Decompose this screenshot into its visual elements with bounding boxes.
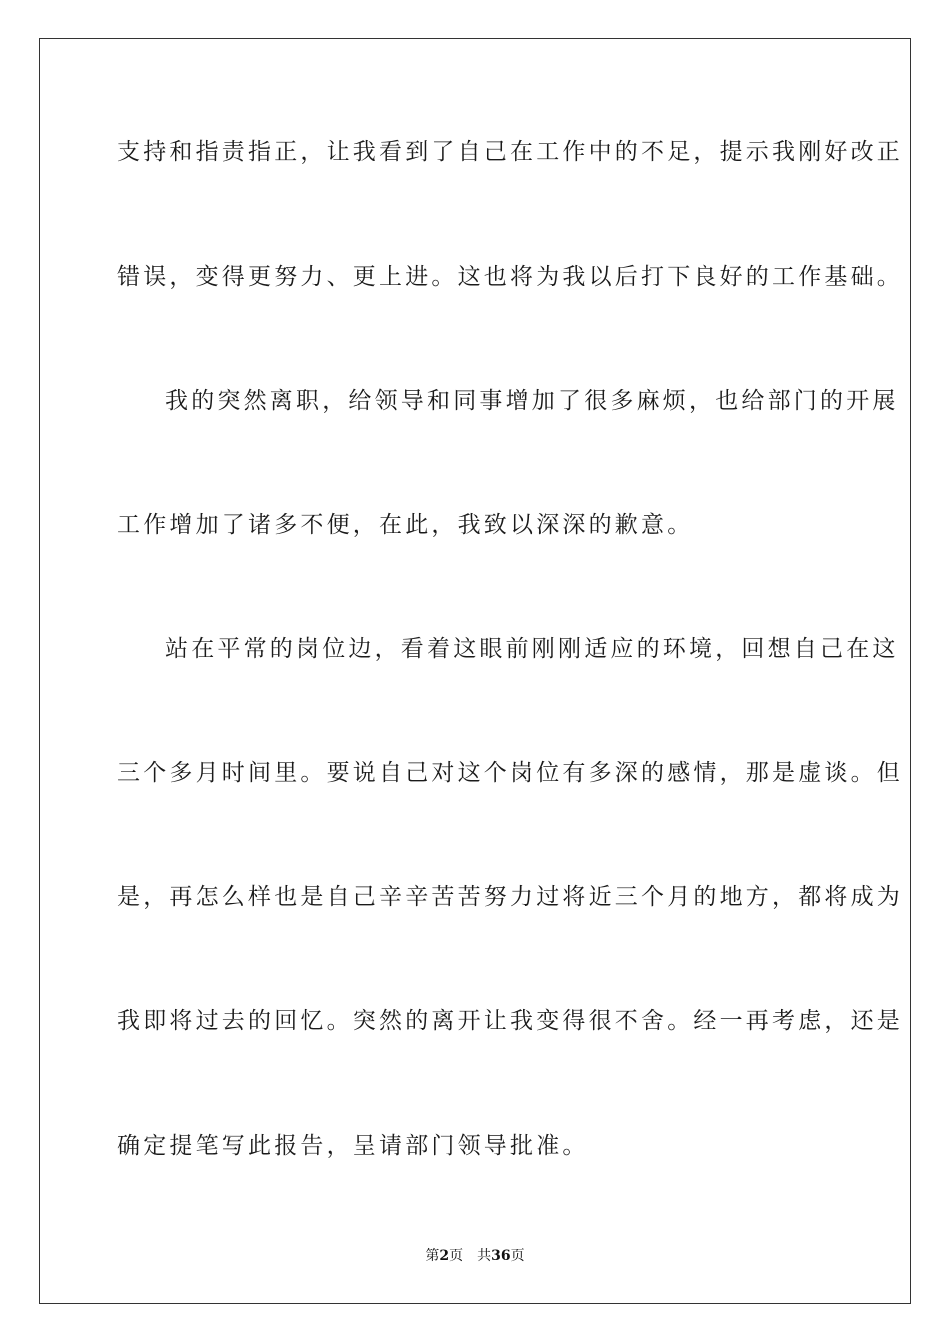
body-line-4: 工作增加了诸多不便，在此，我致以深深的歉意。: [117, 512, 694, 538]
body-line-6: 三个多月时间里。要说自己对这个岗位有多深的感情，那是虚谈。但: [117, 760, 903, 786]
body-line-2: 错误，变得更努力、更上进。这也将为我以后打下良好的工作基础。: [117, 264, 903, 290]
body-line-5: 站在平常的岗位边，看着这眼前刚刚适应的环境，回想自己在这: [165, 636, 899, 662]
body-line-3: 我的突然离职，给领导和同事增加了很多麻烦，也给部门的开展: [165, 388, 899, 414]
body-line-1: 支持和指责指正，让我看到了自己在工作中的不足，提示我刚好改正: [117, 139, 903, 165]
page-suffix: 页: [449, 1248, 464, 1264]
total-pages: 36: [491, 1248, 511, 1264]
body-line-8: 我即将过去的回忆。突然的离开让我变得很不舍。经一再考虑，还是: [117, 1008, 903, 1034]
body-line-9: 确定提笔写此报告，呈请部门领导批准。: [117, 1133, 589, 1159]
total-prefix: 共: [477, 1248, 492, 1264]
total-suffix: 页: [510, 1248, 525, 1264]
body-line-7: 是，再怎么样也是自己辛辛苦苦努力过将近三个月的地方，都将成为: [117, 884, 903, 910]
page-number: 2: [439, 1248, 450, 1264]
page-border: [39, 38, 911, 1304]
page-prefix: 第: [425, 1248, 440, 1264]
page-footer: [0, 1247, 950, 1265]
